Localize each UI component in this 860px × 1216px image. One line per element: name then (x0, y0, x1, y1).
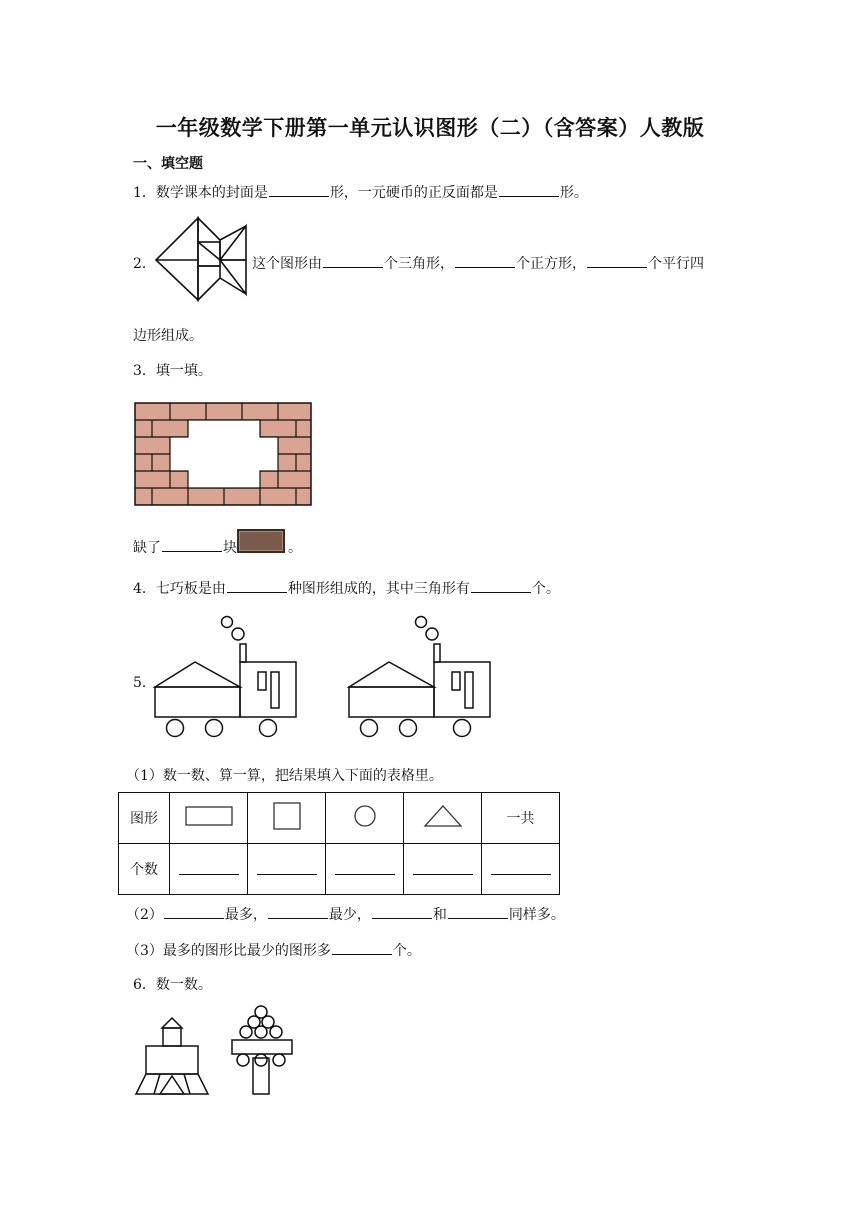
q2-text-2: 个三角形， (384, 256, 454, 272)
q3-text: 填一填。 (155, 363, 212, 379)
answer-blank[interactable] (332, 940, 392, 955)
question-2 (252, 253, 704, 273)
answer-blank[interactable] (455, 253, 515, 268)
count-cell (248, 844, 326, 895)
train-right (349, 617, 490, 737)
question-2-cont: 边形组成。 (133, 328, 203, 344)
q5-2-text-4: 和 (432, 907, 447, 923)
count-table (118, 792, 560, 895)
answer-blank[interactable] (471, 578, 531, 593)
count-cell (482, 844, 560, 895)
triangle-icon (423, 803, 463, 829)
triangle-shape-cell (404, 793, 482, 844)
shape-buildings-figure (134, 1004, 314, 1098)
answer-blank[interactable] (162, 537, 222, 552)
answer-blank[interactable] (335, 860, 395, 875)
train-left (155, 617, 296, 737)
answer-blank[interactable] (499, 182, 559, 197)
answer-blank[interactable] (587, 253, 647, 268)
count-cell (170, 844, 248, 895)
answer-blank[interactable] (372, 904, 432, 919)
square-icon (272, 801, 302, 831)
q2-text-4: 个平行四 (648, 256, 704, 272)
q4-text-1: 七巧板是由 (155, 581, 226, 597)
q4-text-2: 种图形组成的，其中三角形有 (287, 581, 470, 597)
question-1 (133, 182, 588, 202)
answer-blank[interactable] (491, 860, 551, 875)
q5-2-text-5: 同样多。 (508, 907, 565, 923)
answer-blank[interactable] (413, 860, 473, 875)
q5-2-text-3: 最少， (328, 907, 371, 923)
q2-text-3: 个正方形， (516, 256, 586, 272)
q5-3-text-1: （3）最多的图形比最少的图形多 (126, 943, 331, 959)
total-header-cell: 一共 (482, 793, 560, 844)
answer-blank[interactable] (179, 860, 239, 875)
answer-blank[interactable] (227, 578, 287, 593)
q1-text-2: 形，一元硬币的正反面都是 (329, 185, 498, 201)
count-cell (404, 844, 482, 895)
q5-2-text-1: （2） (126, 907, 163, 923)
q4-text-3: 个。 (531, 581, 560, 597)
row-label-shape: 图形 (119, 793, 170, 844)
missing-brick-icon (237, 529, 285, 553)
q1-text-1: 数学课本的封面是 (155, 185, 268, 201)
question-4 (133, 578, 560, 598)
question-number: 1． (133, 185, 156, 201)
question-5-part-3 (126, 940, 421, 960)
circle-shape-cell (326, 793, 404, 844)
question-6 (133, 974, 212, 994)
tangram-fish-figure (154, 216, 250, 302)
q1-text-3: 形。 (559, 185, 588, 201)
question-number: 6． (133, 977, 156, 993)
answer-blank[interactable] (323, 253, 383, 268)
answer-blank[interactable] (268, 904, 328, 919)
question-5-part-2 (126, 904, 565, 924)
q3-text-1: 缺了 (133, 540, 161, 556)
section-heading: 一、填空题 (133, 156, 203, 172)
rectangle-shape-cell (170, 793, 248, 844)
question-5-number: 5． (133, 675, 156, 691)
question-3 (133, 360, 212, 380)
q6-text: 数一数。 (155, 977, 212, 993)
answer-blank[interactable] (257, 860, 317, 875)
question-3-answer (133, 537, 237, 557)
square-shape-cell (248, 793, 326, 844)
page-title: 一年级数学下册第一单元认识图形（二）（含答案）人教版 (155, 116, 705, 140)
question-5-part-1: （1）数一数、算一算，把结果填入下面的表格里。 (126, 768, 443, 784)
q5-2-text-2: 最多， (224, 907, 267, 923)
rectangle-icon (184, 804, 234, 828)
question-number: 4． (133, 581, 156, 597)
q3-text-2: 块 (223, 540, 237, 556)
q3-period: 。 (288, 540, 302, 556)
fish-head-triangle (156, 218, 198, 300)
brick-wall-figure (134, 402, 314, 506)
tree-figure (232, 1006, 292, 1094)
circle-icon (352, 803, 378, 829)
q5-3-text-2: 个。 (392, 943, 421, 959)
answer-blank[interactable] (448, 904, 508, 919)
q2-text-1: 这个图形由 (252, 256, 322, 272)
count-cell (326, 844, 404, 895)
answer-blank[interactable] (269, 182, 329, 197)
trains-figure (150, 612, 510, 742)
house-figure (136, 1018, 208, 1094)
row-label-count: 个数 (119, 844, 170, 895)
question-2-number: 2． (133, 256, 156, 272)
question-number: 3． (133, 363, 156, 379)
answer-blank[interactable] (164, 904, 224, 919)
